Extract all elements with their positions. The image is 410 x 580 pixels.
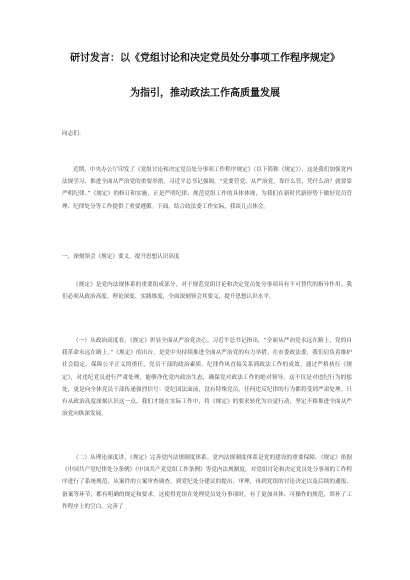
document-title-line-2: 为指引，推动政法工作高质量发展 [130,88,280,99]
section-heading: 一、深刻领会《规定》要义，提升思想认识高度 [62,254,180,260]
document-title-line-1: 研讨发言：以《党组讨论和决定党员处分事项工作程序规定》 [70,53,340,64]
salutation: 同志们： [62,131,85,137]
point-1-paragraph: （一）从政治高度看，《规定》彰显全面从严治党决心。习近平总书记指出，“全面从严治党永远在路上，党的自我革命永远在路上。”《规定》的出台，是党中央持续推进全面从严治党的有力举措。在市委政法委，我们肩负着维护社会稳定、保障公平正义的重任，党员干部的政治素质、纪律作风直接关系到政法工作的成效。通过严格执行《规定》，对违纪党员进行严肃处理，能够净化党内政治生态，确保党对政法工作的绝对领导。这不仅是对违纪行为的惩处，更是向全体党员干部传递强烈信号：党纪国法面前，没有特殊党员，任何违反纪律的行为都将受到严肃处理。只有从政治高度深刻认识这一点，我们才能在实际工作中，将《规定》的要求转化为自觉行动，坚定不移推进全面从严治党向纵深发展。 [62,338,352,418]
intro-paragraph: 近期，中央办公厅印发了《党组讨论和决定党员处分事项工作程序规定》（以下简称《规定》），这是我们加强党内法规学习、推进全面从严治党的重要举措。习近平总书记强调，“党要管党、从严治党，靠什么管，凭什么治？就要靠严明纪律。”《规定》的修订和实施，正是严明纪律、规范党组工作的具体体现，为我们在新时代新形势下做好党员管理、纪律处分等工作提供了重要遵循。下面，结合政法委工作实际，我谈几点体会。 [62,167,352,210]
section-paragraph: 《规定》是党内法规体系的重要组成部分，对于规范党组讨论和决定党员处分事项具有不可替代的指导作用。我们必须从政治高度、理论深度、实践维度，全面深刻领会其要义，提升思想认识水平。 [62,282,352,301]
point-2-paragraph: （二）从理论深度讲，《规定》完善党内法规制度体系。党内法规制度体系是党的建设的重要保障。《规定》依据《中国共产党纪律处分条例》《中国共产党党组工作条例》等党内法规制度，对党组讨论和决定党员处分事项的工作程序进行了系统规范，从案件的立案审查调查，到党纪处分建议的提出、审理，再到党组的讨论决定以及后续的通报、备案等环节，都有明确的规定和要求，这使得党组在处理党员处分事项时，有了更加具体、可操作的规范，填补了工作程序上的空白，完善了 [62,455,352,510]
